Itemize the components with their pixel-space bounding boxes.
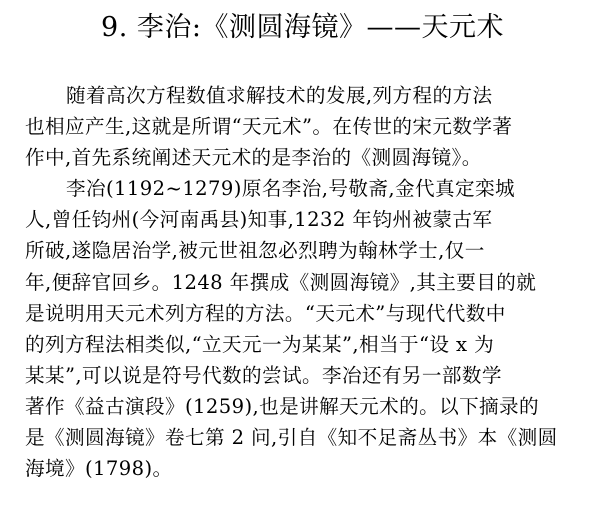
text-line: 某某”,可以说是符号代数的尝试。李冶还有另一部数学 (25, 363, 502, 387)
text-line: 随着高次方程数值求解技术的发展,列方程的方法 (66, 84, 493, 107)
text-line: 也相应产生,这就是所谓“天元术”。在传世的宋元数学著 (25, 115, 513, 139)
text-line: 所破,遂隐居治学,被元世祖忽必烈聘为翰林学士,仅一 (25, 239, 485, 263)
text-line (25, 484, 585, 515)
text-line: 是《测圆海镜》卷七第 2 问,引自《知不足斋丛书》本《测圆 (25, 426, 558, 450)
body-text (25, 80, 585, 515)
text-line: 作中,首先系统阐述天元术的是李治的《测圆海镜》。 (25, 146, 482, 170)
text-line: 著作《益古演段》(1259),也是讲解天元术的。以下摘录的 (25, 394, 540, 418)
text-line: 李冶(1192~1279)原名李治,号敬斋,金代真定栾城 (66, 177, 515, 201)
paragraph-1 (25, 80, 585, 173)
text-line: 年,便辞官回乡。1248 年撰成《测圆海镜》,其主要目的就 (25, 270, 537, 294)
paragraph-2 (25, 173, 585, 515)
section-title: 9. 李治:《测圆海镜》——天元术 (101, 12, 504, 43)
text-line: 的列方程法相类似,“立天元一为某某”,相当于“设 x 为 (25, 332, 495, 356)
text-line: 海境》(1798)。 (25, 457, 173, 481)
text-line: 人,曾任钧州(今河南禹县)知事,1232 年钧州被蒙古军 (25, 208, 493, 232)
text-line: 是说明用天元术列方程的方法。“天元术”与现代代数中 (25, 301, 506, 325)
